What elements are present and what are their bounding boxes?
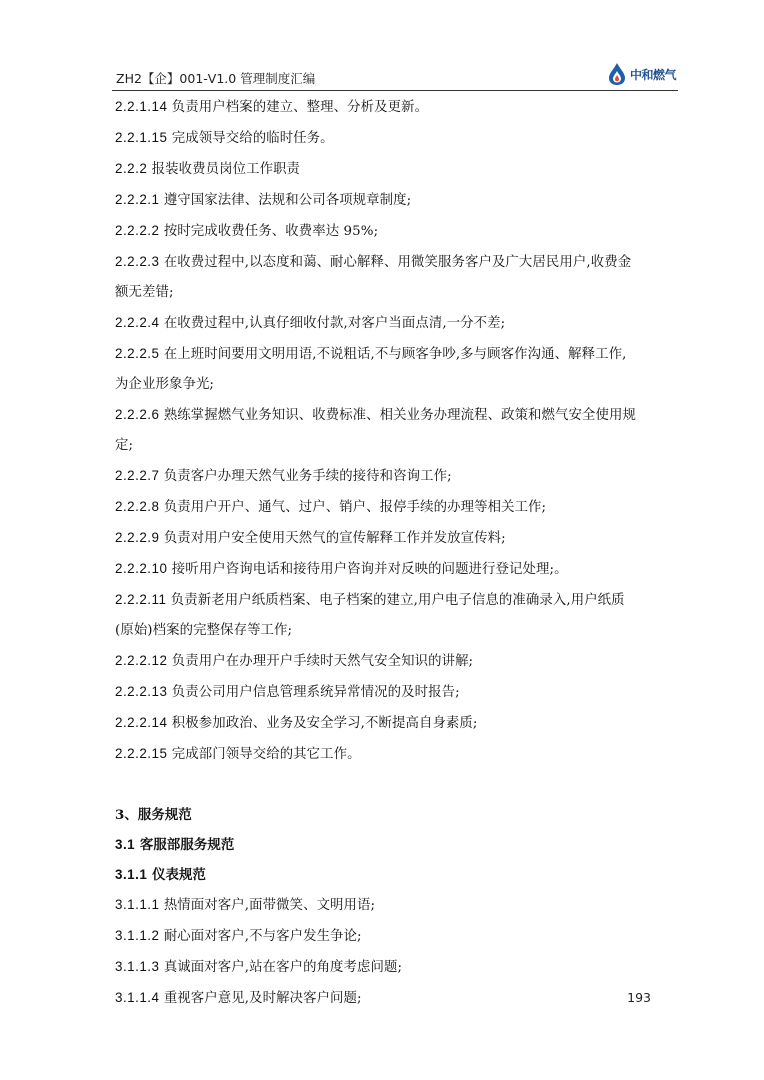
paragraph: 2.2.2.7 负责客户办理天然气业务手续的接待和咨询工作;: [115, 468, 452, 484]
paragraph: 2.2.2.10 接听用户咨询电话和接待用户咨询并对反映的问题进行登记处理;。: [115, 561, 568, 577]
paragraph: 2.2.2.4 在收费过程中,认真仔细收付款,对客户当面点清,一分不差;: [115, 315, 506, 331]
flame-drop-icon: [607, 62, 627, 86]
section-heading: 3、服务规范: [115, 807, 192, 823]
list-item: 3.1.1.3 真诚面对客户,站在客户的角度考虑问题;: [115, 959, 403, 975]
paragraph: 2.2.2.5 在上班时间要用文明用语,不说粗话,不与顾客争吵,多与顾客作沟通、解释工作,: [115, 346, 627, 362]
paragraph: 2.2.1.14 负责用户档案的建立、整理、分析及更新。: [115, 99, 429, 115]
company-logo: [607, 61, 676, 87]
list-item: 3.1.1.4 重视客户意见,及时解决客户问题;: [115, 990, 362, 1006]
paragraph-continuation: (原始)档案的完整保存等工作;: [115, 623, 293, 638]
paragraph: 2.2.2.8 负责用户开户、通气、过户、销户、报停手续的办理等相关工作;: [115, 499, 547, 515]
subsubsection-heading: 3.1.1 仪表规范: [115, 867, 207, 883]
paragraph: 2.2.2.15 完成部门领导交给的其它工作。: [115, 746, 361, 762]
paragraph: 2.2.2.2 按时完成收费任务、收费率达 95%;: [115, 223, 379, 239]
header-title: ZH2【企】001-V1.0 管理制度汇编: [116, 71, 316, 86]
paragraph: 2.2.2.12 负责用户在办理开户手续时天然气安全知识的讲解;: [115, 653, 474, 669]
paragraph: 2.2.2.11 负责新老用户纸质档案、电子档案的建立,用户电子信息的准确录入,用户纸质: [115, 592, 625, 608]
paragraph: 2.2.2.1 遵守国家法律、法规和公司各项规章制度;: [115, 192, 412, 208]
logo-text: 中和燃气: [629, 67, 676, 82]
paragraph: 2.2.2.13 负责公司用户信息管理系统异常情况的及时报告;: [115, 684, 460, 700]
subsection-heading: 3.1 客服部服务规范: [115, 837, 235, 853]
paragraph-continuation: 为企业形象争光;: [115, 377, 215, 392]
paragraph: 2.2.2.9 负责对用户安全使用天然气的宣传解释工作并发放宣传料;: [115, 530, 506, 546]
paragraph: 2.2.2.14 积极参加政治、业务及安全学习,不断提高自身素质;: [115, 715, 478, 731]
section-spacer: [115, 770, 655, 800]
page-number: 193: [627, 990, 651, 1005]
paragraph: 2.2.2.6 熟练掌握燃气业务知识、收费标准、相关业务办理流程、政策和燃气安全使用规: [115, 407, 636, 423]
list-item: 3.1.1.1 热情面对客户,面带微笑、文明用语;: [115, 897, 376, 913]
paragraph: 2.2.2.3 在收费过程中,以态度和蔼、耐心解释、用微笑服务客户及广大居民用户,收费金: [115, 254, 632, 270]
page-header: [112, 60, 678, 91]
document-body: [115, 92, 655, 1014]
paragraph-heading: 2.2.2 报装收费员岗位工作职责: [115, 161, 301, 177]
paragraph-continuation: 定;: [115, 438, 134, 453]
paragraph-continuation: 额无差错;: [115, 285, 174, 300]
list-item: 3.1.1.2 耐心面对客户,不与客户发生争论;: [115, 928, 362, 944]
paragraph: 2.2.1.15 完成领导交给的临时任务。: [115, 130, 334, 146]
